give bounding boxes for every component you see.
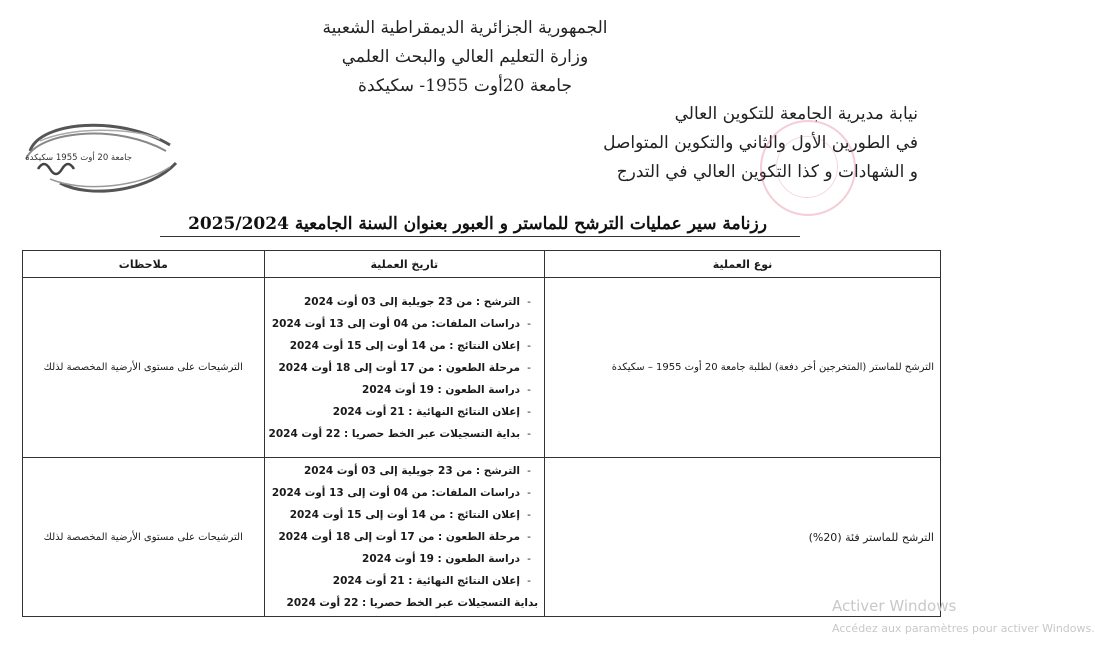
department-line-3: و الشهادات و كذا التكوين العالي في التدرج	[616, 162, 918, 182]
operation-type-cell: الترشح للماستر (المتخرجين أخر دفعة) لطلبة جامعة 20 أوت 1955 – سكيكدة	[545, 278, 941, 458]
schedule-table	[22, 250, 941, 617]
republic-name: الجمهورية الجزائرية الديمقراطية الشعبية	[322, 18, 608, 38]
date-item: -دراسة الطعون : 19 أوت 2024	[362, 553, 531, 565]
date-item: -الترشح : من 23 جويلية إلى 03 أوت 2024	[304, 465, 531, 477]
table-header-row	[23, 251, 941, 278]
document-title: رزنامة سير عمليات الترشح للماستر و العبور بعنوان السنة الجامعية 2025/2024	[188, 214, 767, 234]
date-item: -إعلان النتائج النهائية : 21 أوت 2024	[332, 405, 531, 418]
date-list	[269, 291, 538, 445]
department-block	[600, 100, 918, 187]
date-item: -مرحلة الطعون : من 17 أوت إلى 18 أوت 2024	[278, 361, 531, 374]
date-item: -الترشح : من 23 جويلية إلى 03 أوت 2024	[304, 295, 531, 308]
date-item: -دراسات الملفات: من 04 أوت إلى 13 أوت 2024	[271, 487, 531, 499]
title-underline	[160, 236, 800, 237]
date-list	[269, 460, 538, 614]
table-row	[23, 458, 941, 617]
activation-watermark-title: Activer Windows	[832, 597, 957, 615]
date-item: -مرحلة الطعون : من 17 أوت إلى 18 أوت 2024	[278, 531, 531, 543]
notes-cell: الترشيحات على مستوى الأرضية المخصصة لذلك	[23, 458, 265, 617]
date-item: -إعلان النتائج : من 14 أوت إلى 15 أوت 2024	[289, 509, 531, 521]
date-item: -دراسة الطعون : 19 أوت 2024	[362, 383, 531, 396]
operation-date-cell	[264, 458, 544, 617]
date-item: -إعلان النتائج النهائية : 21 أوت 2024	[332, 575, 531, 587]
date-item: بداية التسجيلات عبر الخط حصريا : 22 أوت 2024	[286, 597, 539, 609]
date-item: -دراسات الملفات: من 04 أوت إلى 13 أوت 2024	[271, 317, 531, 330]
department-line-1: نيابة مديرية الجامعة للتكوين العالي	[674, 104, 918, 124]
header-notes: ملاحظات	[23, 251, 265, 278]
header-operation-date: تاريخ العملية	[264, 251, 544, 278]
operation-date-cell	[264, 278, 544, 458]
university-logo	[20, 117, 180, 199]
date-item: -بداية التسجيلات عبر الخط حصريا : 22 أوت 2024	[268, 427, 531, 440]
activation-watermark-subtitle: Accédez aux paramètres pour activer Windows.	[832, 622, 1095, 635]
date-item: -إعلان النتائج : من 14 أوت إلى 15 أوت 2024	[289, 339, 531, 352]
university-name: جامعة 20أوت 1955- سكيكدة	[358, 76, 572, 96]
header-operation-type: نوع العملية	[545, 251, 941, 278]
ministry-name: وزارة التعليم العالي والبحث العلمي	[341, 47, 589, 67]
department-line-2: في الطورين الأول والثاني والتكوين المتواصل	[603, 133, 918, 153]
operation-type-cell: الترشح للماستر فئة (20%)	[545, 458, 941, 617]
table-row	[23, 278, 941, 458]
logo-caption: جامعة 20 أوت 1955 سكيكدة	[25, 153, 132, 163]
notes-cell: الترشيحات على مستوى الأرضية المخصصة لذلك	[23, 278, 265, 458]
official-stamp-inner	[776, 136, 838, 198]
letterhead	[295, 14, 635, 101]
